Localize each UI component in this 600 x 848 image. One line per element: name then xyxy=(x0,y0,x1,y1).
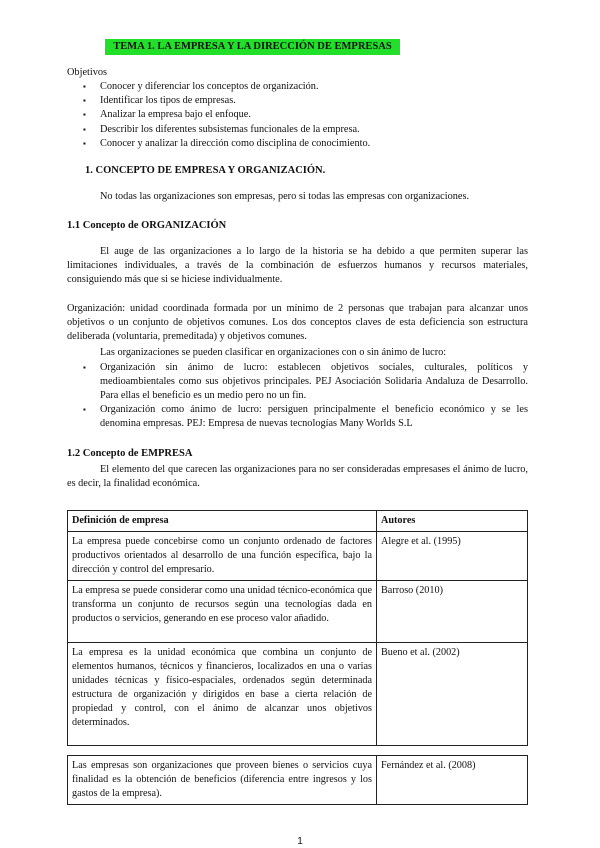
document-title: TEMA 1. LA EMPRESA Y LA DIRECCIÓN DE EMPRESAS xyxy=(105,39,400,55)
table-cell-definition: La empresa es la unidad económica que combina un conjunto de elementos humanos, técnicos y financieros, localizados en una o varias unidades técnicas y físico-espaciales, ordenados según determinada estructura de organización y dirigidos en base a cierta relación de propiedad y control, con el ánimo de alcanzar unos objetivos determinados. xyxy=(68,643,377,746)
definitions-table-continued xyxy=(67,755,528,805)
list-item: ▪ Organización como ánimo de lucro: persiguen principalmente el beneficio económico y se les denomina empresas. PEJ: Empresa de nuevas tecnologías Many Worlds S.L xyxy=(67,403,528,431)
section-1-2-paragraph-1: El elemento del que carecen las organizaciones para no ser consideradas empresases el ánimo de lucro, es decir, la finalidad económica. xyxy=(67,464,528,489)
list-item: ▪ Identificar los tipos de empresas. xyxy=(67,94,528,108)
section-1-1-heading: 1.1 Concepto de ORGANIZACIÓN xyxy=(67,220,227,231)
list-item: ▪ Analizar la empresa bajo el enfoque. xyxy=(67,108,528,122)
list-item: ▪ Describir los diferentes subsistemas funcionales de la empresa. xyxy=(67,123,528,137)
table-cell-author: Bueno et al. (2002) xyxy=(377,643,528,746)
table-cell-author: Barroso (2010) xyxy=(377,581,528,643)
section-1-1-paragraph-3: Las organizaciones se pueden clasificar en organizaciones con o sin ánimo de lucro: xyxy=(100,347,447,358)
list-item: ▪ Organización sin ánimo de lucro: establecen objetivos sociales, culturales, políticos y medioambientales como sus objetivos principales. PEJ Asociación Solidaria Andaluza de Desarrollo. Para ellas el beneficio es un medio pero no un fin. xyxy=(67,361,528,403)
objectives-label: Objetivos xyxy=(67,67,108,78)
list-item: ▪ Conocer y diferenciar los conceptos de organización. xyxy=(67,80,528,94)
table-cell-definition: Las empresas son organizaciones que proveen bienes o servicios cuya finalidad es la obtención de beneficios (diferencia entre ingresos y los gastos de la empresa). xyxy=(68,756,377,805)
section-1-1-paragraph-2: Organización: unidad coordinada formada por un mínimo de 2 personas que trabajan para alcanzar unos objetivos o un conjunto de objetivos comunes. Los dos conceptos claves de esta deficiencia son estructura deliberada (voluntaria, premeditada) y objetivos comunes. xyxy=(67,303,528,342)
table-row xyxy=(68,756,528,805)
table-cell-author: Fernández et al. (2008) xyxy=(377,756,528,805)
table-row xyxy=(68,532,528,581)
list-item: ▪ Conocer y analizar la dirección como disciplina de conocimiento. xyxy=(67,137,528,151)
section-1-intro: No todas las organizaciones son empresas, pero si todas las empresas con organizaciones. xyxy=(100,191,470,202)
page-number: 1 xyxy=(297,836,303,847)
table-header-authors: Autores xyxy=(377,511,528,532)
table-cell-author: Alegre et al. (1995) xyxy=(377,532,528,581)
table-row xyxy=(68,643,528,746)
table-header-definition: Definición de empresa xyxy=(68,511,377,532)
section-1-heading: 1. CONCEPTO DE EMPRESA Y ORGANIZACIÓN. xyxy=(85,165,326,176)
organization-types-list xyxy=(67,361,528,431)
table-header-row xyxy=(68,511,528,532)
definitions-table xyxy=(67,510,528,746)
objectives-list xyxy=(67,80,528,151)
section-1-1-paragraph-1: El auge de las organizaciones a lo largo de la historia se ha debido a que permiten superar las limitaciones individuales, a través de la combinación de esfuerzos humanos y recursos materiales, consiguiendo más que si se hiciese individualmente. xyxy=(67,246,528,285)
table-row xyxy=(68,581,528,643)
table-cell-definition: La empresa se puede considerar como una unidad técnico-económica que transforma un conjunto de recursos según una tecnologías dada en productos o servicios, generando en ese proceso valor añadido. xyxy=(68,581,377,643)
table-cell-definition: La empresa puede concebirse como un conjunto ordenado de factores productivos orientados al desarrollo de una función específica, bajo la dirección y control del empresario. xyxy=(68,532,377,581)
section-1-2-heading: 1.2 Concepto de EMPRESA xyxy=(67,448,193,459)
